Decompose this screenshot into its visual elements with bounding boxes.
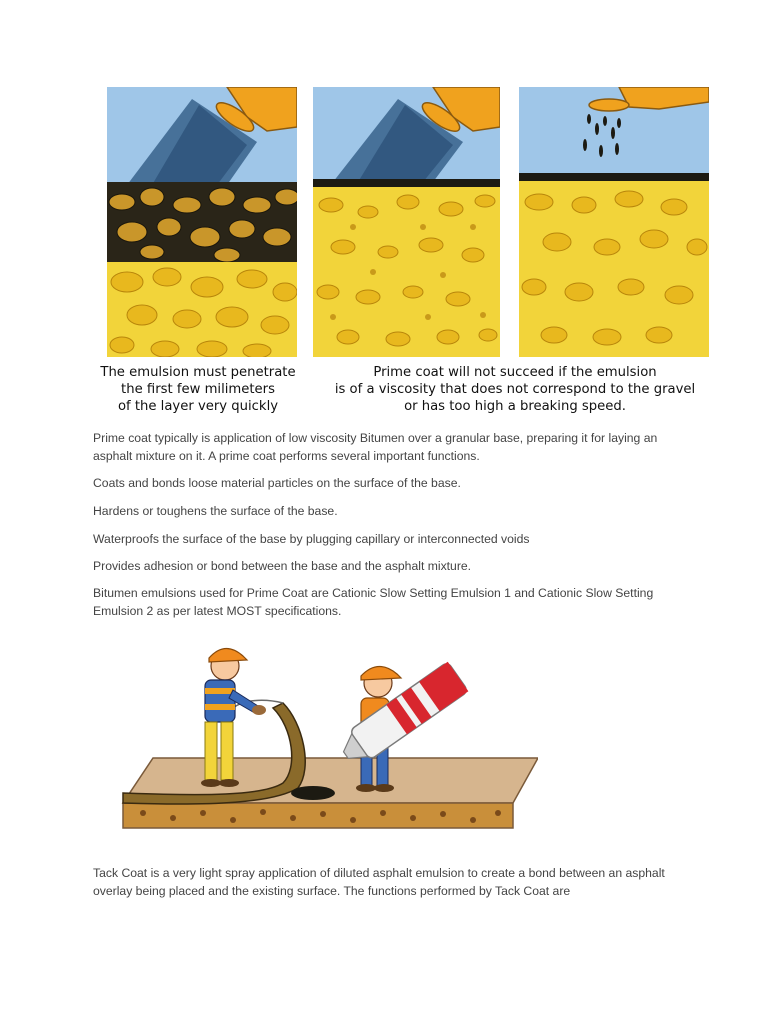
caption-line: Prime coat will not succeed if the emulsion	[373, 365, 657, 380]
paragraph-prime-coat-intro: Prime coat typically is application of low viscosity Bitumen over a granular base, preparing it for laying an asphalt mixture on it. A prime coat performs several important functions.	[93, 431, 658, 463]
caption-prime-coat-failure	[328, 364, 702, 415]
paragraph-tack-coat: Tack Coat is a very light spray application of diluted asphalt emulsion to create a bond between an asphalt overlay being placed and the existing surface. The functions performed by Tack Coat are	[93, 866, 665, 898]
caption-line: of the layer very quickly	[117, 399, 279, 414]
caption-line: or has too high a breaking speed.	[404, 399, 626, 414]
paragraph-function-adhesion: Provides adhesion or bond between the base and the asphalt mixture.	[93, 559, 472, 573]
caption-penetration	[92, 364, 304, 415]
panel-penetration	[107, 87, 297, 357]
paragraph-emulsion-types: Bitumen emulsions used for Prime Coat are Cationic Slow Setting Emulsion 1 and Cationic Slow Setting Emulsion 2 as per latest MOST specifications.	[93, 586, 654, 618]
tack-coat-illustration	[93, 628, 538, 852]
paragraph-function-hardens: Hardens or toughens the surface of the base.	[93, 504, 338, 518]
caption-line: The emulsion must penetrate	[100, 365, 296, 380]
caption-line: is of a viscosity that does not correspond to the gravel	[334, 382, 696, 397]
caption-line: the first few milimeters	[121, 382, 275, 397]
paragraph-function-coats: Coats and bonds loose material particles on the surface of the base.	[93, 476, 461, 490]
paragraph-function-waterproofs: Waterproofs the surface of the base by plugging capillary or interconnected voids	[93, 532, 530, 546]
panel-viscosity	[313, 87, 500, 357]
panel-breaking-speed	[519, 87, 709, 357]
